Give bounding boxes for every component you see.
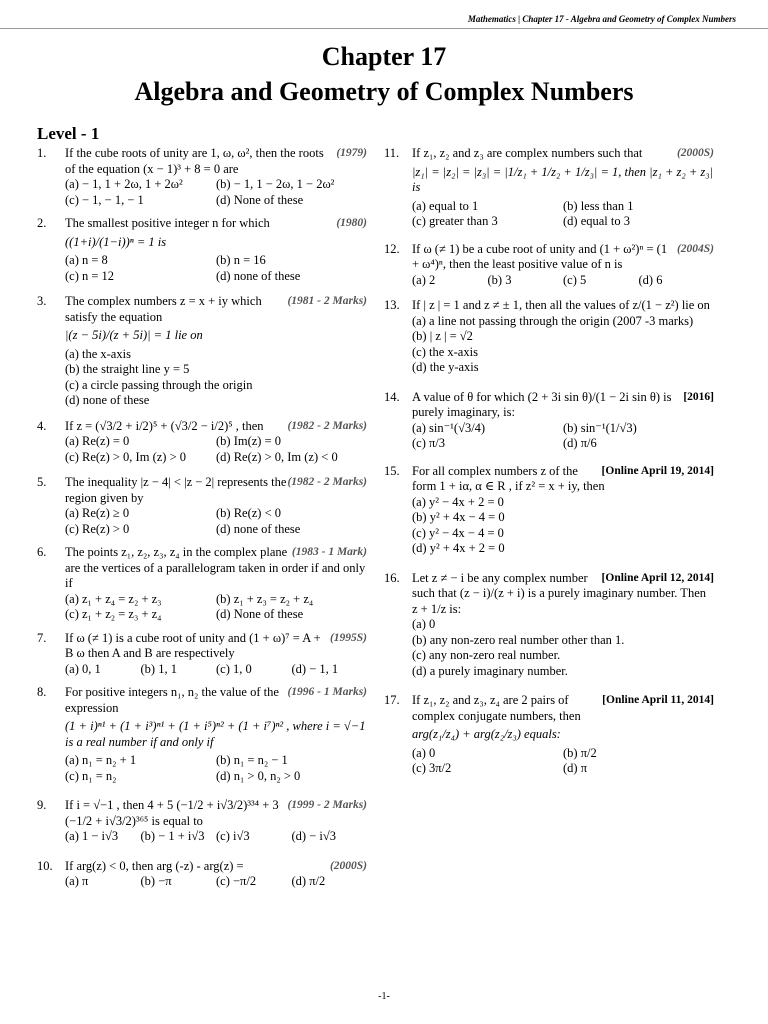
option: (c) π/3	[412, 436, 446, 450]
question-stem: For positive integers n₁, n₂ the value of the expression	[65, 685, 279, 715]
option: (b) the straight line y = 5	[65, 362, 190, 376]
question-number: 15.	[384, 463, 400, 478]
question	[384, 571, 714, 680]
question-stem: If i = √−1 , then 4 + 5 (−1/2 + i√3/2)³³⁴ + 3 (−1/2 + i√3/2)³⁶⁵ is equal to	[65, 798, 279, 828]
question	[384, 693, 714, 777]
option: (d) π/6	[563, 436, 597, 450]
question-number: 13.	[384, 298, 400, 312]
question	[37, 685, 367, 784]
question-source: (2004S)	[676, 242, 714, 255]
question-text	[65, 419, 367, 435]
question	[37, 631, 367, 678]
question-stem: If z₁, z₂ and z₃ are complex numbers such that	[412, 146, 643, 160]
question-number: 16.	[384, 570, 400, 585]
running-header: Mathematics | Chapter 17 - Algebra and Geometry of Complex Numbers	[467, 14, 736, 24]
option: (d) equal to 3	[563, 214, 630, 228]
option: (a) z₁ + z₄ = z₂ + z₃	[65, 591, 162, 606]
question-text	[65, 294, 367, 325]
option: (b) n₁ = n₂ − 1	[216, 753, 288, 767]
option: (c) a circle passing through the origin	[65, 377, 253, 392]
option: (b) z₁ + z₃ = z₂ + z₄	[216, 591, 314, 606]
question-number: 7.	[37, 630, 47, 645]
question-source: (1982 - 2 Marks)	[287, 419, 367, 432]
option: (d) None of these	[216, 192, 304, 207]
question-number: 5.	[37, 475, 47, 489]
question-stem: If ω (≠ 1) be a cube root of unity and (1 + ω²)ⁿ = (1 + ω⁴)ⁿ, then the least positive value of n is	[412, 241, 668, 271]
option: (a) π	[65, 874, 89, 888]
option: (b) π/2	[563, 745, 597, 760]
question-math: ((1+i)/(1−i))ⁿ = 1 is	[65, 234, 167, 249]
option: (b) − 1, 1 − 2ω, 1 − 2ω²	[216, 177, 335, 191]
header-rule	[0, 28, 768, 29]
option: (c) Re(z) > 0, Im (z) > 0	[65, 449, 186, 464]
question-text	[412, 146, 714, 162]
option: (c) 3π/2	[412, 761, 452, 775]
question-number: 9.	[37, 798, 47, 812]
question	[384, 146, 714, 230]
question	[384, 390, 714, 452]
question-stem: If ω (≠ 1) is a cube root of unity and (1 + ω)⁷ = A + B ω then A and B are respectively	[65, 630, 321, 660]
question-text	[65, 146, 367, 177]
question-text	[65, 631, 367, 662]
option: (a) 0	[412, 617, 436, 631]
question-source: [Online April 12, 2014]	[601, 571, 714, 584]
question-text	[65, 216, 367, 232]
question-text	[412, 298, 714, 314]
question	[37, 216, 367, 284]
question-number: 14.	[384, 389, 400, 404]
option: (d) the y-axis	[412, 360, 479, 374]
question	[37, 545, 367, 623]
option: (d) π	[563, 761, 588, 775]
question-stem: If the cube roots of unity are 1, ω, ω², then the roots of the equation (x − 1)³ + 8 = 0 are	[65, 146, 324, 176]
option: (b) n = 16	[216, 253, 266, 267]
question-source: (1981 - 2 Marks)	[287, 295, 367, 307]
question-stem: If z₁, z₂ and z₃, z₄ are 2 pairs of complex conjugate numbers, then	[412, 693, 581, 723]
question-source: [2016]	[683, 390, 714, 403]
option: (c) greater than 3	[412, 214, 498, 228]
question-text	[65, 685, 367, 716]
option: (c) 1, 0	[216, 661, 252, 676]
question-stem: The inequality |z − 4| < |z − 2| represents the region given by	[65, 475, 287, 505]
option: (d) − 1, 1	[291, 661, 339, 676]
option: (c) Re(z) > 0	[65, 521, 130, 536]
options-group	[65, 753, 367, 784]
question-text	[412, 242, 714, 273]
option: (d) n₁ > 0, n₂ > 0	[216, 768, 301, 783]
option: (a) Re(z) ≥ 0	[65, 506, 130, 520]
option: (a) 0	[412, 745, 436, 760]
option: (c) n = 12	[65, 268, 115, 283]
question-number: 11.	[384, 146, 400, 160]
option: (b) − 1 + i√3	[140, 829, 205, 843]
options-group	[412, 199, 714, 230]
option: (a) 2	[412, 272, 436, 287]
question-source: (1980)	[336, 217, 367, 229]
question	[384, 242, 714, 289]
question-text	[65, 859, 367, 875]
question	[384, 298, 714, 376]
option: (d) − i√3	[291, 829, 336, 843]
option: (a) n = 8	[65, 253, 108, 267]
question	[37, 859, 367, 890]
question-source: (1983 - 1 Mark)	[291, 546, 367, 558]
page-number: -1-	[378, 991, 390, 1002]
question-stem: If z = (√3/2 + i/2)⁵ + (√3/2 − i/2)⁵ , then	[65, 418, 264, 433]
option: (b) 1, 1	[140, 661, 177, 676]
option: (c) n₁ = n₂	[65, 768, 117, 783]
question-stem: The smallest positive integer n for which	[65, 216, 270, 230]
option: (b) Re(z) < 0	[216, 506, 282, 520]
question-source: (1996 - 1 Marks)	[287, 686, 367, 698]
question-number: 12.	[384, 241, 400, 256]
option: (b) −π	[140, 874, 172, 888]
option: (d) π/2	[291, 874, 326, 888]
option: (a) 1 − i√3	[65, 829, 119, 843]
option: (a) 0, 1	[65, 661, 101, 676]
question-number: 1.	[37, 146, 47, 160]
option: (d) a purely imaginary number.	[412, 663, 568, 678]
question-stem: For all complex numbers z of the form 1 + iα, α ∈ R , if z² = x + iy, then	[412, 463, 605, 493]
option: (c) − 1, − 1, − 1	[65, 192, 144, 207]
question-math: (1 + i)ⁿ¹ + (1 + i³)ⁿ¹ + (1 + i⁵)ⁿ² + (1 + i⁷)ⁿ² , where i = √−1 is a real number if and only if	[65, 719, 366, 749]
question-text	[65, 545, 367, 592]
question-source: (2000S)	[329, 859, 367, 872]
options-group	[65, 347, 367, 409]
options-group	[65, 662, 367, 678]
question-text	[65, 798, 367, 829]
option: (a) equal to 1	[412, 198, 479, 213]
question-number: 4.	[37, 418, 47, 433]
options-group	[412, 495, 714, 557]
options-group	[65, 829, 367, 845]
option: (a) a line not passing through the origin (2007 -3 marks)	[412, 313, 694, 328]
options-group	[412, 314, 714, 376]
question-number: 10.	[37, 858, 53, 873]
option: (b) 3	[487, 272, 512, 287]
question-number: 17.	[384, 693, 400, 707]
option: (b) any non-zero real number other than 1.	[412, 632, 625, 647]
options-group	[65, 434, 367, 465]
option: (d) none of these	[65, 393, 150, 407]
option: (d) None of these	[216, 607, 304, 621]
option: (c) y² − 4x − 4 = 0	[412, 525, 504, 540]
options-group	[412, 273, 714, 289]
options-group	[65, 253, 367, 284]
option: (b) sin⁻¹(1/√3)	[563, 420, 637, 435]
question-number: 3.	[37, 294, 47, 308]
option: (a) y² − 4x + 2 = 0	[412, 494, 504, 509]
question-source: (1979)	[336, 147, 367, 159]
option: (c) the x-axis	[412, 344, 478, 359]
option: (d) y² + 4x + 2 = 0	[412, 541, 505, 555]
option: (d) none of these	[216, 521, 301, 536]
options-group	[65, 592, 367, 623]
option: (c) 5	[563, 272, 587, 287]
option: (a) n₁ = n₂ + 1	[65, 753, 137, 767]
question	[37, 475, 367, 537]
question-text	[412, 390, 714, 421]
right-column	[384, 146, 714, 781]
option: (a) Re(z) = 0	[65, 434, 130, 448]
option: (c) −π/2	[216, 874, 257, 888]
option: (b) y² + 4x − 4 = 0	[412, 510, 505, 524]
question	[37, 798, 367, 845]
question	[37, 294, 367, 409]
chapter-number: Chapter 17	[321, 42, 447, 71]
options-group	[65, 506, 367, 537]
question-source: (2000S)	[676, 147, 714, 159]
option: (a) sin⁻¹(√3/4)	[412, 420, 486, 435]
question-stem: A value of θ for which (2 + 3i sin θ)/(1 − 2i sin θ) is purely imaginary, is:	[412, 389, 672, 419]
option: (d) none of these	[216, 268, 301, 283]
question	[384, 464, 714, 557]
option: (b) less than 1	[563, 198, 634, 213]
question-math: |(z − 5i)/(z + 5i)| = 1 lie on	[65, 328, 203, 342]
question-text	[412, 571, 714, 618]
question-source: [Online April 19, 2014]	[601, 464, 714, 477]
question-text	[65, 475, 367, 506]
options-group	[412, 421, 714, 452]
question-stem: The points z₁, z₂, z₃, z₄ in the complex plane are the vertices of a parallelogram taken in order if and only if	[65, 545, 366, 590]
question-text	[412, 464, 714, 495]
option: (b) | z | = √2	[412, 329, 473, 343]
question-source: (1982 - 2 Marks)	[287, 476, 367, 488]
question	[37, 146, 367, 208]
option: (c) i√3	[216, 829, 250, 843]
option: (d) Re(z) > 0, Im (z) < 0	[216, 449, 338, 464]
option: (d) 6	[638, 272, 663, 287]
question-number: 6.	[37, 545, 47, 559]
option: (a) the x-axis	[65, 346, 131, 361]
question-math: arg(z₁/z₄) + arg(z₂/z₃) equals:	[412, 727, 561, 741]
question	[37, 419, 367, 466]
options-group	[412, 617, 714, 679]
options-group	[412, 746, 714, 777]
question-stem: Let z ≠ − i be any complex number such that (z − i)/(z + i) is a purely imaginary number. Then z + 1/z is:	[412, 570, 706, 616]
level-heading: Level - 1	[37, 124, 100, 143]
option: (c) z₁ + z₂ = z₃ + z₄	[65, 607, 162, 621]
question-stem: The complex numbers z = x + iy which satisfy the equation	[65, 294, 262, 324]
options-group	[65, 874, 367, 890]
question-number: 2.	[37, 216, 47, 230]
question-math: |z₁| = |z₂| = |z₃| = |1/z₁ + 1/z₂ + 1/z₃| = 1, then |z₁ + z₂ + z₃| is	[412, 164, 714, 194]
question-stem: If | z | = 1 and z ≠ ± 1, then all the values of z/(1 − z²) lie on	[412, 298, 710, 312]
question-source: [Online April 11, 2014]	[602, 694, 714, 706]
option: (c) any non-zero real number.	[412, 648, 561, 662]
option: (b) Im(z) = 0	[216, 434, 282, 448]
question-text	[412, 693, 714, 724]
question-source: (1995S)	[329, 631, 367, 644]
options-group	[65, 177, 367, 208]
left-column	[37, 146, 367, 894]
question-stem: If arg(z) < 0, then arg (-z) - arg(z) =	[65, 858, 244, 873]
option: (a) − 1, 1 + 2ω, 1 + 2ω²	[65, 177, 183, 191]
question-number: 8.	[37, 685, 47, 699]
question-source: (1999 - 2 Marks)	[287, 799, 367, 811]
chapter-title: Algebra and Geometry of Complex Numbers	[134, 77, 634, 106]
